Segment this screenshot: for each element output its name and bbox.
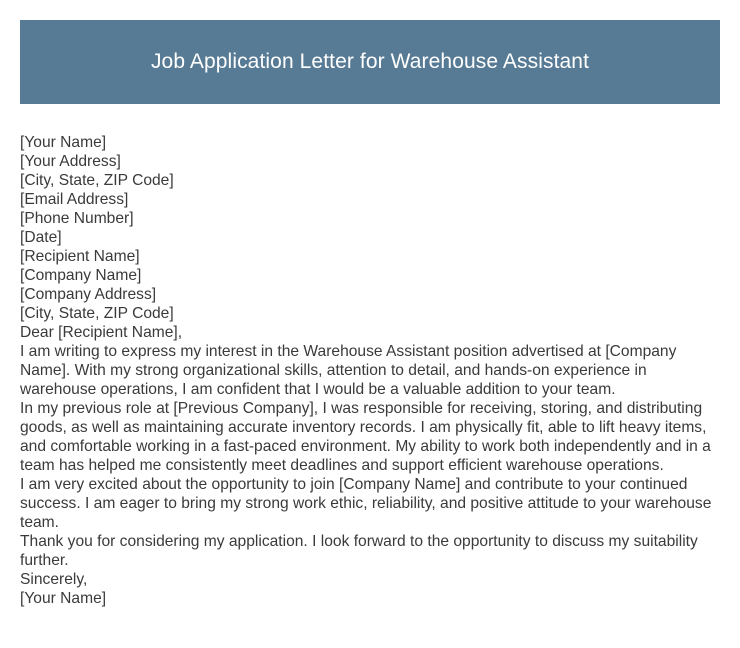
recipient-company: [Company Name] [20, 267, 142, 284]
salutation: Dear [Recipient Name], [20, 324, 183, 341]
recipient-city-state-zip: [City, State, ZIP Code] [20, 305, 174, 322]
sender-city-state-zip: [City, State, ZIP Code] [20, 172, 174, 189]
closing: Sincerely, [20, 571, 88, 588]
letter-body [20, 133, 725, 608]
sender-email: [Email Address] [20, 191, 129, 208]
paragraph-introduction: I am writing to express my interest in the Warehouse Assistant position advertised at [Company Name]. With my strong organizational skills, attention to detail, and hands-on experience in warehouse operations, I am confident that I would be a valuable addition to your team. [20, 343, 677, 398]
signature: [Your Name] [20, 590, 107, 607]
paragraph-experience: In my previous role at [Previous Company], I was responsible for receiving, storing, and distributing goods, as well as maintaining accurate inventory records. I am physically fit, able to lift heavy items, and comfortable working in a fast-paced environment. My ability to work both independently and in a team has helped me consistently meet deadlines and support efficient warehouse operations. [20, 400, 711, 474]
sender-phone: [Phone Number] [20, 210, 134, 227]
page-title: Job Application Letter for Warehouse Assistant [150, 50, 590, 73]
recipient-name: [Recipient Name] [20, 248, 140, 265]
sender-address: [Your Address] [20, 153, 121, 170]
sender-name: [Your Name] [20, 134, 107, 151]
page-header [20, 20, 720, 104]
letter-date: [Date] [20, 229, 62, 246]
paragraph-enthusiasm: I am very excited about the opportunity to join [Company Name] and contribute to your continued success. I am eager to bring my strong work ethic, reliability, and positive attitude to your warehouse team. [20, 476, 712, 531]
paragraph-thanks: Thank you for considering my application. I look forward to the opportunity to discuss my suitability further. [20, 533, 698, 569]
recipient-company-address: [Company Address] [20, 286, 157, 303]
